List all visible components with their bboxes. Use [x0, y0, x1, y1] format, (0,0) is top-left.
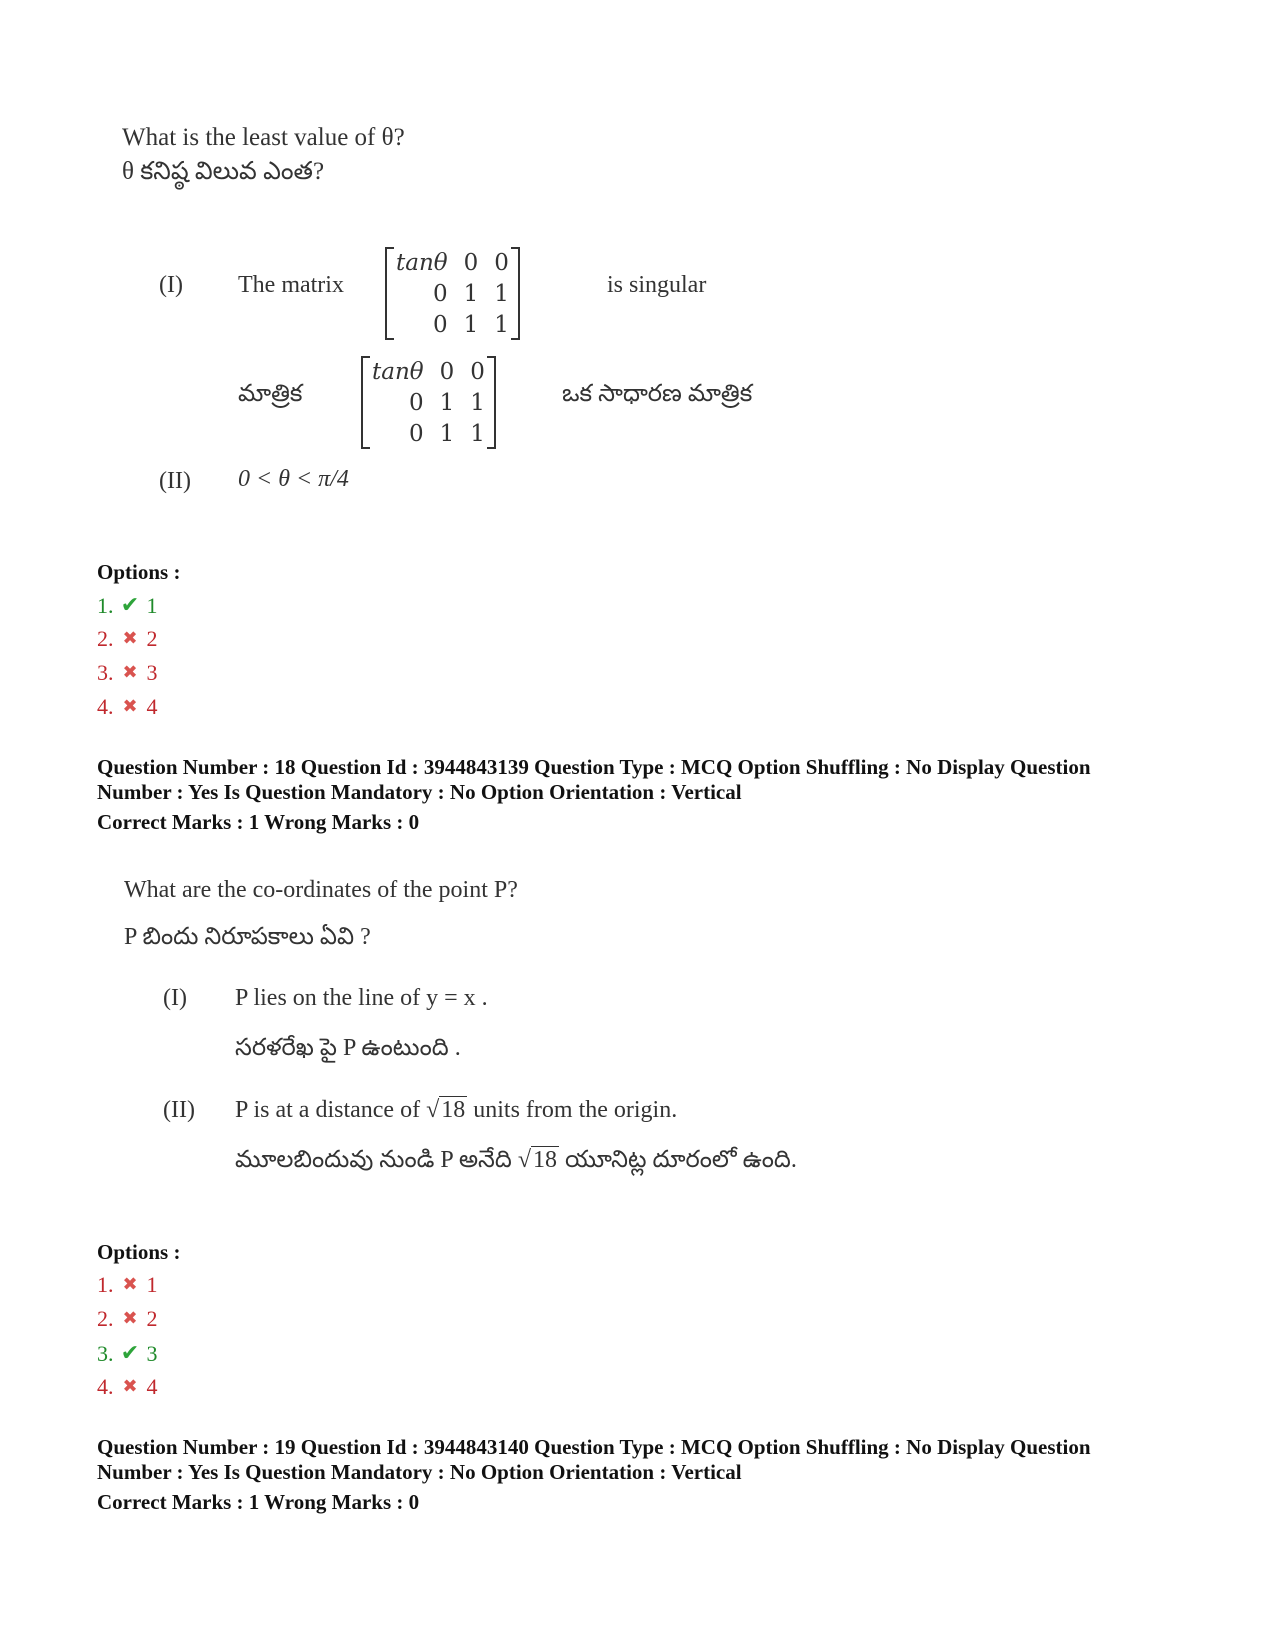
q17-matrix-te [364, 356, 493, 449]
option-item [97, 1272, 158, 1298]
option-value: 4 [146, 694, 158, 719]
option-number: 2. [97, 1306, 114, 1331]
matrix-cell: 0 [494, 249, 509, 276]
option-number: 3. [97, 1341, 114, 1366]
cross-icon: ✖ [122, 662, 138, 682]
q18-stmt1-en: P lies on the line of y = x . [235, 985, 488, 1011]
option-value: 1 [146, 1272, 158, 1297]
q17-options-header: Options : [97, 560, 181, 584]
option-value: 3 [146, 1341, 158, 1366]
matrix-cell: 1 [470, 420, 485, 447]
matrix-cell: tanθ [396, 249, 448, 276]
option-value: 4 [146, 1374, 158, 1399]
matrix-cell: 1 [463, 311, 479, 338]
option-number: 2. [97, 626, 114, 651]
q18-stmt1-te: సరళరేఖ పై P ఉంటుంది . [235, 1035, 461, 1061]
q19-meta-line2: Number : Yes Is Question Mandatory : No Option Orientation : Vertical [97, 1460, 742, 1484]
option-item [97, 660, 158, 686]
q17-stmt1-label: (I) [159, 272, 183, 298]
option-number: 4. [97, 694, 114, 719]
q18-meta-line2: Number : Yes Is Question Mandatory : No Option Orientation : Vertical [97, 780, 742, 804]
q18-stmt2-te-post: యూనిట్ల దూరంలో ఉంది. [565, 1147, 797, 1173]
option-number: 1. [97, 1272, 114, 1297]
q18-stmt2-en-pre: P is at a distance of [235, 1097, 421, 1123]
q17-matrix-en [388, 247, 517, 340]
q17-stmt1-te-pre: మాత్రిక [238, 381, 303, 407]
option-value: 3 [146, 660, 158, 685]
q17-question-en: What is the least value of θ? [122, 124, 405, 151]
option-number: 3. [97, 660, 114, 685]
option-value: 1 [146, 593, 158, 618]
matrix-cell: 1 [494, 280, 509, 307]
sqrt-radicand: 18 [441, 1097, 466, 1123]
matrix-cell: 1 [463, 280, 479, 307]
q17-stmt2-label: (II) [159, 468, 191, 494]
cross-icon: ✖ [122, 696, 138, 716]
q18-stmt2-te [235, 1146, 797, 1179]
q17-stmt1-te-post: ఒక సాధారణ మాత్రిక [562, 381, 753, 407]
q17-stmt2-text: 0 < θ < π/4 [238, 466, 349, 492]
q17-stmt1-en-post: is singular [607, 272, 707, 298]
q18-question-en: What are the co-ordinates of the point P? [124, 877, 518, 903]
q19-marks: Correct Marks : 1 Wrong Marks : 0 [97, 1490, 420, 1514]
q17-question-te: θ కనిష్ఠ విలువ ఎంత? [122, 158, 325, 185]
matrix-cell: tanθ [372, 358, 424, 385]
matrix-cell: 1 [470, 389, 485, 416]
q19-meta-line1: Question Number : 19 Question Id : 3944843140 Question Type : MCQ Option Shuffling : No Display Question [97, 1435, 1091, 1459]
option-number: 4. [97, 1374, 114, 1399]
check-icon: ✔ [120, 592, 140, 617]
option-item [97, 592, 158, 619]
cross-icon: ✖ [122, 1274, 138, 1294]
q18-stmt2-en [235, 1097, 677, 1124]
sqrt-symbol: √18 [426, 1097, 466, 1123]
matrix-cell: 1 [494, 311, 509, 338]
matrix-cell: 0 [463, 249, 479, 276]
matrix-cell: 0 [439, 358, 455, 385]
q18-options-header: Options : [97, 1240, 181, 1264]
q18-stmt2-en-post: units from the origin. [473, 1097, 678, 1123]
matrix-cell: 0 [470, 358, 485, 385]
q18-stmt2-label: (II) [163, 1097, 195, 1123]
q18-marks: Correct Marks : 1 Wrong Marks : 0 [97, 810, 420, 834]
cross-icon: ✖ [122, 628, 138, 648]
matrix-cell: 0 [408, 389, 424, 416]
matrix-cell: 1 [439, 420, 455, 447]
matrix-cell: 1 [439, 389, 455, 416]
sqrt-radicand: 18 [533, 1147, 558, 1173]
q18-meta-line1: Question Number : 18 Question Id : 3944843139 Question Type : MCQ Option Shuffling : No Display Question [97, 755, 1091, 779]
option-value: 2 [146, 626, 158, 651]
option-item [97, 1340, 158, 1367]
matrix-cell: 0 [408, 420, 424, 447]
option-item [97, 626, 158, 652]
check-icon: ✔ [120, 1340, 140, 1365]
matrix-cell: 0 [432, 280, 448, 307]
q18-question-te: P బిందు నిరూపకాలు ఏవి ? [124, 924, 371, 950]
sqrt-symbol: √18 [517, 1147, 558, 1173]
option-item [97, 1306, 158, 1332]
q18-stmt2-te-pre: మూలబిందువు నుండి P అనేది [235, 1147, 512, 1173]
cross-icon: ✖ [122, 1376, 138, 1396]
option-item [97, 694, 158, 720]
matrix-cell: 0 [432, 311, 448, 338]
q17-stmt1-en-pre: The matrix [238, 272, 344, 298]
q18-stmt1-label: (I) [163, 985, 187, 1011]
option-number: 1. [97, 593, 114, 618]
option-item [97, 1374, 158, 1400]
cross-icon: ✖ [122, 1308, 138, 1328]
option-value: 2 [146, 1306, 158, 1331]
